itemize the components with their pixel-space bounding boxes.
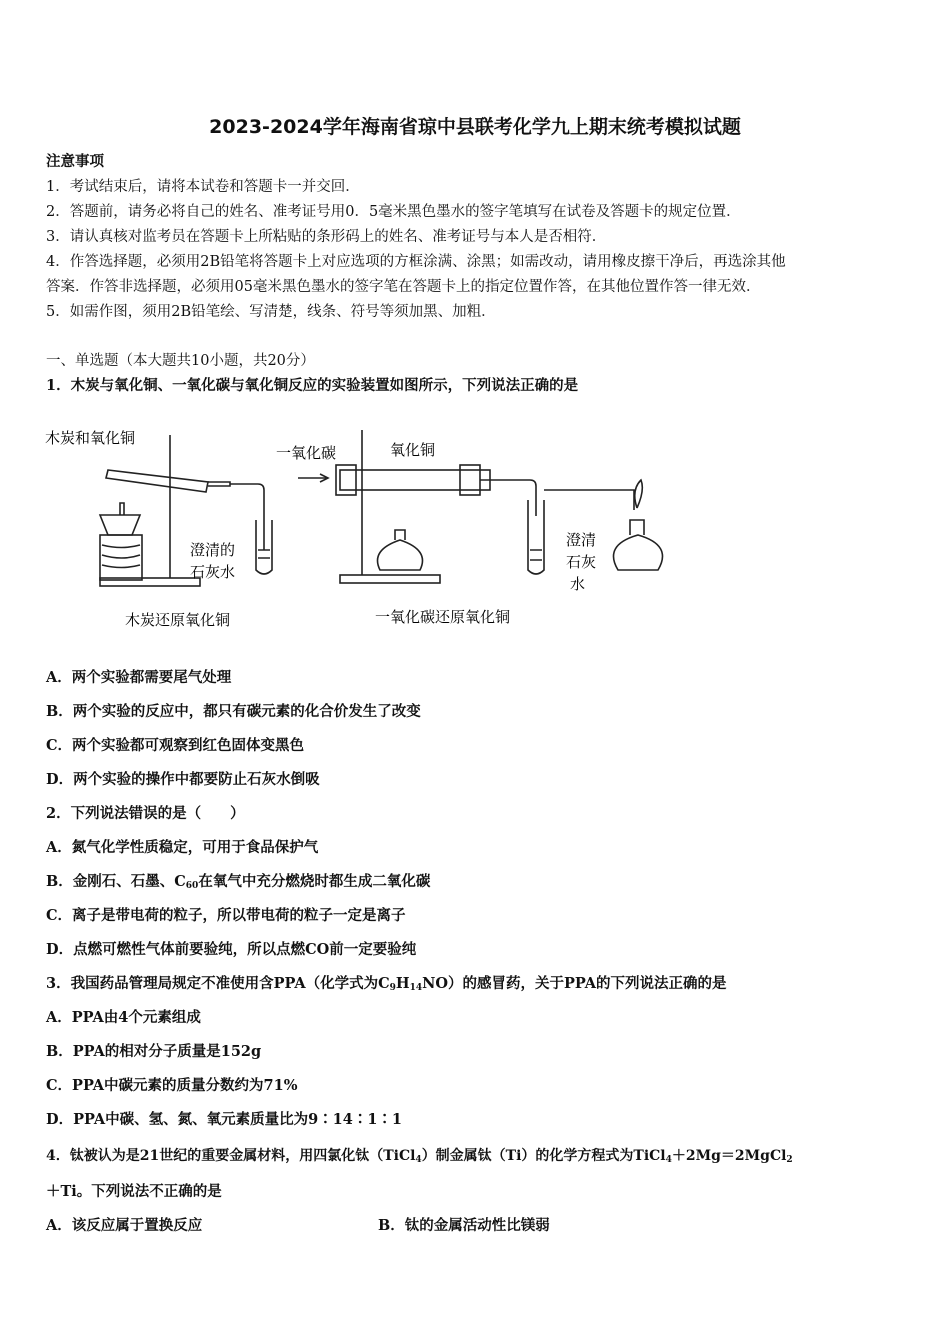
notice-item: 3．请认真核对监考员在答题卡上所粘贴的条形码上的姓名、准考证号与本人是否相符． bbox=[46, 229, 607, 245]
section-heading: 一、单选题（本大题共10小题，共20分） bbox=[46, 353, 315, 369]
q1-option-d: D．两个实验的操作中都要防止石灰水倒吸 bbox=[46, 771, 320, 788]
question-4-stem-line2: ＋Ti。下列说法不正确的是 bbox=[46, 1183, 222, 1200]
experiment-figure bbox=[40, 410, 700, 635]
alcohol-lamp-burner bbox=[614, 535, 663, 570]
q1-option-b: B．两个实验的反应中，都只有碳元素的化合价发生了改变 bbox=[46, 703, 421, 720]
label-right-water-2: 石灰 bbox=[566, 553, 597, 571]
q4-option-a: A．该反应属于置换反应 bbox=[46, 1217, 203, 1234]
label-limewater-2: 石灰水 bbox=[190, 563, 236, 581]
question-2-stem: 2．下列说法错误的是（ ） bbox=[46, 805, 245, 822]
q2-option-b: B．金刚石、石墨、$C_{60}$在氧气中充分燃烧时都生成二氧化碳 bbox=[46, 873, 431, 891]
q2-option-a: A．氮气化学性质稳定，可用于食品保护气 bbox=[46, 839, 319, 856]
label-right-water-1: 澄清 bbox=[566, 531, 597, 549]
alcohol-lamp-left bbox=[100, 515, 140, 535]
q3-option-b: B．PPA的相对分子质量是152g bbox=[46, 1043, 262, 1060]
notice-item: 答案．作答非选择题，必须用05毫米黑色墨水的签字笔在答题卡上的指定位置作答，在其他位置作答一律无效． bbox=[46, 279, 761, 295]
notice-item: 2．答题前，请务必将自己的姓名、准考证号用0．5毫米黑色墨水的签字笔填写在试卷及答题卡的规定位置． bbox=[46, 204, 741, 220]
caption-left: 木炭还原氧化铜 bbox=[125, 611, 231, 629]
notice-heading: 注意事项 bbox=[46, 153, 104, 170]
q1-option-c: C．两个实验都可观察到红色固体变黑色 bbox=[46, 737, 305, 754]
notice-item: 1．考试结束后，请将本试卷和答题卡一并交回． bbox=[46, 179, 360, 195]
q2-option-c: C．离子是带电荷的粒子，所以带电荷的粒子一定是离子 bbox=[46, 907, 406, 924]
q3-option-a: A．PPA由4个元素组成 bbox=[46, 1009, 201, 1026]
notice-item: 4．作答选择题，必须用2B铅笔将答题卡上对应选项的方框涂满、涂黑；如需改动，请用橡皮擦干净后，再选涂其他 bbox=[46, 254, 786, 270]
label-limewater-1: 澄清的 bbox=[190, 541, 236, 559]
label-cuo: 氧化铜 bbox=[390, 441, 436, 459]
test-tube-left bbox=[106, 470, 208, 492]
page-title: 2023-2024学年海南省琼中县联考化学九上期末统考模拟试题 bbox=[209, 116, 741, 138]
label-co: 一氧化碳 bbox=[276, 444, 337, 462]
q1-option-a: A．两个实验都需要尾气处理 bbox=[46, 669, 232, 686]
q2-option-d: D．点燃可燃性气体前要验纯，所以点燃CO前一定要验纯 bbox=[46, 941, 417, 958]
label-charcoal-cuo: 木炭和氧化铜 bbox=[45, 429, 136, 447]
alcohol-lamp-right bbox=[378, 540, 423, 570]
label-right-water-3: 水 bbox=[570, 575, 586, 593]
notice-item: 5．如需作图，须用2B铅笔绘、写清楚，线条、符号等须加黑、加粗． bbox=[46, 304, 496, 320]
question-3-stem: 3．我国药品管理局规定不准使用含PPA（化学式为$C_9H_{14}NO$）的感冒药，关于PPA的下列说法正确的是 bbox=[46, 975, 727, 993]
q3-option-d: D．PPA中碳、氢、氮、氧元素质量比为9∶14∶1∶1 bbox=[46, 1111, 403, 1128]
q4-option-b: B．钛的金属活动性比镁弱 bbox=[378, 1217, 550, 1234]
question-4-stem: 4．钛被认为是21世纪的重要金属材料，用四氯化钛（TiCl$_4$）制金属钛（Ti）的化学方程式为TiCl$_4$＋2Mg＝2MgCl$_2$ bbox=[46, 1148, 793, 1165]
caption-right: 一氧化碳还原氧化铜 bbox=[375, 608, 511, 626]
question-1-stem: 1．木炭与氧化铜、一氧化碳与氧化铜反应的实验装置如图所示，下列说法正确的是 bbox=[46, 377, 579, 394]
q3-option-c: C．PPA中碳元素的质量分数约为71% bbox=[46, 1077, 298, 1094]
